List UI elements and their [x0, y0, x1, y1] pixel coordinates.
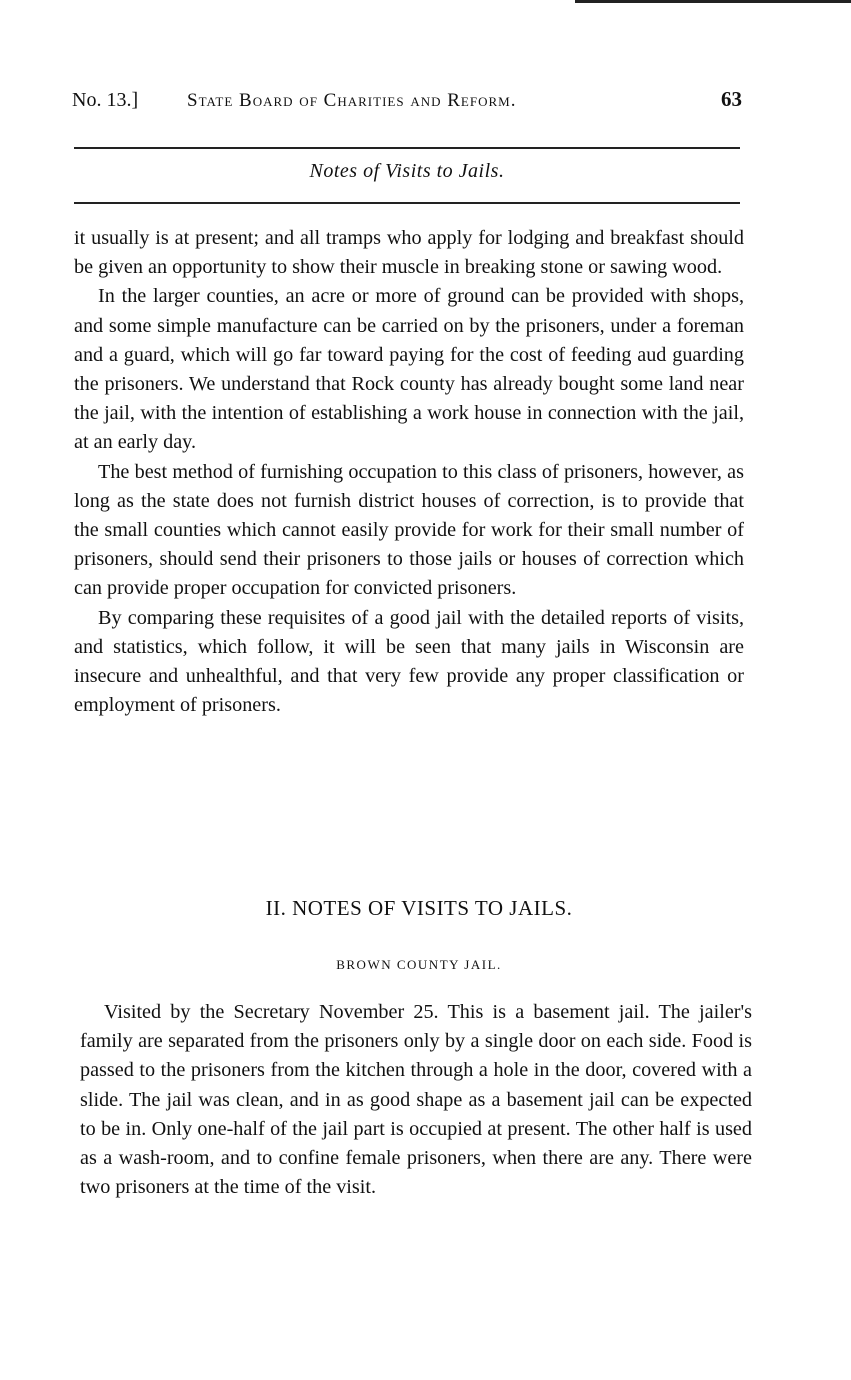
paragraph-continued: it usually is at present; and all tramps who apply for lodging and breakfast should be given an opportunity to show their muscle in breaking stone or sawing wood.	[74, 227, 744, 279]
publication-title: State Board of Charities and Reform.	[187, 90, 517, 111]
header-rule-bottom	[74, 202, 740, 204]
page-header	[72, 87, 742, 117]
document-number: No. 13.]	[72, 89, 139, 111]
paragraph: The best method of furnishing occupation to this class of prisoners, however, as long as the state does not furnish district houses of correction, is to provide that the small counties which cannot easily provide for work for their small number of prisoners, should send their prisoners to those jails or houses of correction which can provide proper occupation for convicted prisoners.	[74, 460, 744, 600]
paragraph: Visited by the Secretary November 25. This is a basement jail. The jailer's family are separated from the prisoners only by a single door on each side. Food is passed to the prisoners from the kitchen through a hole in the door, covered with a slide. The jail was clean, and in as good shape as a basement jail can be expected to be in. Only one-half of the jail part is occupied at present. The other half is used as a wash-room, and to confine female prisoners, when there are any. There were two prisoners at the time of the visit.	[80, 1001, 752, 1199]
top-edge-rule	[575, 0, 851, 3]
section-subheading: BROWN COUNTY JAIL.	[336, 957, 502, 972]
running-head: Notes of Visits to Jails.	[309, 160, 505, 182]
section-body	[80, 998, 752, 1202]
paragraph: By comparing these requisites of a good jail with the detailed reports of visits, and statistics, which follow, it will be seen that many jails in Wisconsin are insecure and unhealthful, and that very few provide any proper classification or employment of prisoners.	[74, 606, 744, 717]
section-heading: II. NOTES OF VISITS TO JAILS.	[265, 896, 573, 920]
paragraph: In the larger counties, an acre or more of ground can be provided with shops, and some simple manufacture can be carried on by the prisoners, under a foreman and a guard, which will go far toward paying for the cost of feeding aud guarding the prisoners. We understand that Rock county has already bought some land near the jail, with the intention of establishing a work house in connection with the jail, at an early day.	[74, 285, 744, 454]
body-text	[74, 224, 744, 720]
header-rule-top	[74, 147, 740, 149]
page-number: 63	[721, 87, 742, 111]
